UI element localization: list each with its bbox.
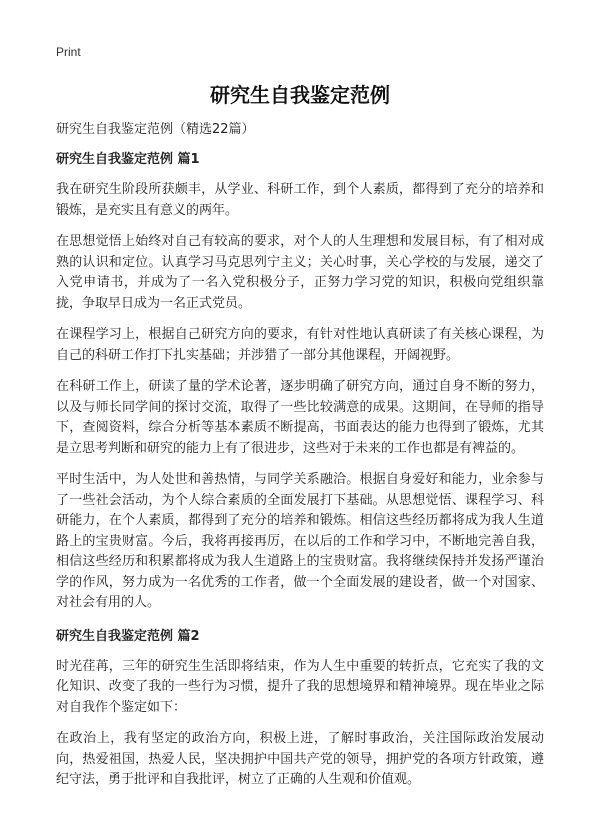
section-1 <box>56 150 544 614</box>
paragraph: 在科研工作上，研读了量的学术论著，逐步明确了研究方向，通过自身不断的努力，以及与师长同学间的探讨交流，取得了一些比较满意的成果。这期间，在导师的指导下，查阅资料，综合分析等基本素质不断提高，书面表达的能力也得到了锻炼，尤其是立思考判断和研究的能力上有了很进步，这些对于未来的工作也都是有裨益的。 <box>56 379 544 456</box>
document-subtitle: 研究生自我鉴定范例（精选22篇） <box>56 122 255 137</box>
paragraph: 时光荏苒，三年的研究生生活即将结束，作为人生中重要的转折点，它充实了我的文化知识、改变了我的一些行为习惯，提升了我的思想境界和精神境界。现在毕业之际对自我作个鉴定如下： <box>56 658 544 715</box>
paragraph: 我在研究生阶段所获颇丰，从学业、科研工作，到个人素质，都得到了充分的培养和锻炼，是充实且有意义的两年。 <box>56 182 544 218</box>
section-heading: 研究生自我鉴定范例 篇1 <box>56 152 200 167</box>
document-title: 研究生自我鉴定范例 <box>210 83 390 107</box>
paragraph: 在思想觉悟上始终对自己有较高的要求，对个人的人生理想和发展目标，有了相对成熟的认识和定位。认真学习马克思列宁主义；关心时事，关心学校的与发展，递交了入党申请书，并成为了一名入党积极分子，正努力学习党的知识，积极向党组织靠拢，争取早日成为一名正式党员。 <box>56 234 544 311</box>
paragraph: 平时生活中，为人处世和善热情，与同学关系融洽。根据自身爱好和能力，业余参与了一些社会活动，为个人综合素质的全面发展打下基础。从思想觉悟、课程学习、科研能力，在个人素质，都得到了充分的培养和锻炼。相信这些经历都将成为我人生道路上的宝贵财富。今后，我将再接再厉，在以后的工作和学习中，不断地完善自我，相信这些经历和积累都将成为我人生道路上的宝贵财富。我将继续保持并发扬严谨治学的作风，努力成为一名优秀的工作者，做一个全面发展的建设者，做一个对国家、对社会有用的人。 <box>56 472 544 610</box>
paragraph: 在课程学习上，根据自己研究方向的要求，有针对性地认真研读了有关核心课程，为自己的科研工作打下扎实基础；并涉猎了一部分其他课程，开阔视野。 <box>56 327 544 363</box>
section-2 <box>56 627 544 791</box>
print-link[interactable]: Print <box>56 45 81 59</box>
paragraph: 在政治上，我有坚定的政治方向，积极上进，了解时事政治，关注国际政治发展动向，热爱祖国，热爱人民，坚决拥护中国共产党的领导，拥护党的各项方针政策，遵纪守法，勇于批评和自我批评，树立了正确的人生观和价值观。 <box>56 731 544 787</box>
section-heading: 研究生自我鉴定范例 篇2 <box>56 628 200 644</box>
